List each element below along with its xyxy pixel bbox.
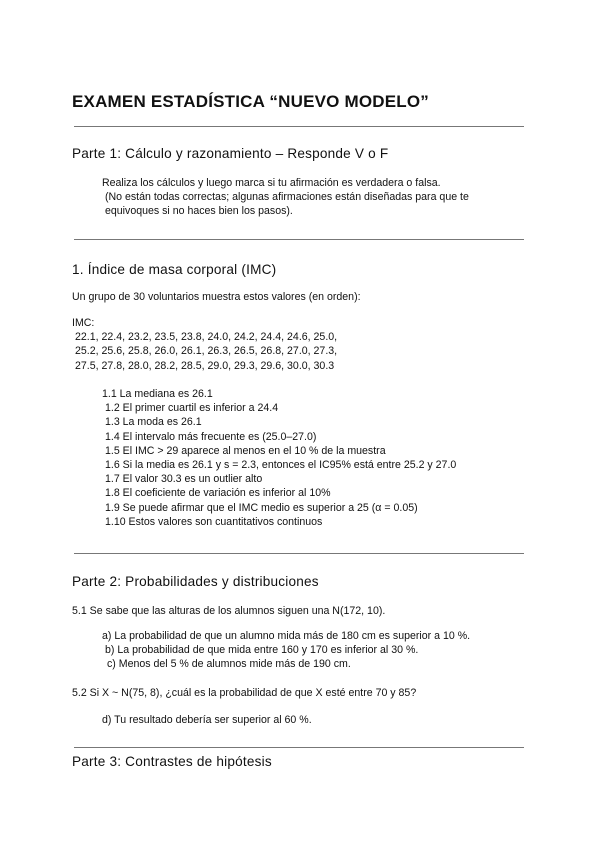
imc-data-line: 22.1, 22.4, 23.2, 23.5, 23.8, 24.0, 24.2, 24.4, 24.6, 25.0, bbox=[75, 331, 338, 344]
imc-data-line: 27.5, 27.8, 28.0, 28.2, 28.5, 29.0, 29.3, 29.6, 30.0, 30.3 bbox=[75, 359, 335, 372]
section1-description: Un grupo de 30 voluntarios muestra estos valores (en orden): bbox=[72, 291, 361, 303]
statement-item: 1.3 La moda es 26.1 bbox=[105, 416, 202, 429]
option-item: c) Menos del 5 % de alumnos mide más de 190 cm. bbox=[107, 658, 351, 671]
intro-line: equivoques si no haces bien los pasos). bbox=[105, 205, 293, 218]
exam-title: EXAMEN ESTADÍSTICA “NUEVO MODELO” bbox=[72, 92, 430, 111]
question-5-1-items bbox=[102, 629, 470, 672]
statement-item: 1.9 Se puede afirmar que el IMC medio es superior a 25 (α = 0.05) bbox=[105, 501, 418, 514]
section1-heading: 1. Índice de masa corporal (IMC) bbox=[72, 262, 277, 277]
question-5-1: 5.1 Se sabe que las alturas de los alumnos siguen una N(172, 10). bbox=[72, 605, 386, 617]
imc-data-label: IMC: bbox=[72, 317, 95, 329]
part1-heading: Parte 1: Cálculo y razonamiento – Responde V o F bbox=[72, 146, 389, 161]
section1-statements bbox=[102, 387, 456, 529]
option-item: d) Tu resultado debería ser superior al 60 %. bbox=[102, 714, 312, 726]
statement-item: 1.7 El valor 30.3 es un outlier alto bbox=[105, 473, 263, 486]
divider bbox=[74, 126, 524, 127]
question-5-2: 5.2 Si X ~ N(75, 8), ¿cuál es la probabilidad de que X esté entre 70 y 85? bbox=[72, 687, 417, 699]
statement-item: 1.10 Estos valores son cuantitativos continuos bbox=[105, 515, 323, 528]
imc-data-line: 25.2, 25.6, 25.8, 26.0, 26.1, 26.3, 26.5, 26.8, 27.0, 27.3, bbox=[75, 345, 338, 358]
imc-data-block bbox=[72, 316, 337, 373]
option-item: a) La probabilidad de que un alumno mida más de 180 cm es superior a 10 %. bbox=[102, 630, 471, 642]
intro-line: Realiza los cálculos y luego marca si tu afirmación es verdadera o falsa. bbox=[102, 177, 441, 189]
part2-heading: Parte 2: Probabilidades y distribuciones bbox=[72, 574, 319, 589]
statement-item: 1.5 El IMC > 29 aparece al menos en el 10 % de la muestra bbox=[105, 444, 386, 457]
statement-item: 1.2 El primer cuartil es inferior a 24.4 bbox=[105, 402, 279, 415]
statement-item: 1.8 El coeficiente de variación es inferior al 10% bbox=[105, 487, 331, 500]
statement-item: 1.4 El intervalo más frecuente es (25.0–27.0) bbox=[105, 430, 317, 443]
divider bbox=[74, 553, 524, 554]
divider bbox=[74, 747, 524, 748]
statement-item: 1.1 La mediana es 26.1 bbox=[102, 388, 213, 400]
divider bbox=[74, 239, 524, 240]
intro-line: (No están todas correctas; algunas afirmaciones están diseñadas para que te bbox=[102, 191, 469, 204]
statement-item: 1.6 Si la media es 26.1 y s = 2.3, entonces el IC95% está entre 25.2 y 27.0 bbox=[105, 459, 457, 472]
part1-intro bbox=[102, 176, 469, 219]
option-item: b) La probabilidad de que mida entre 160 y 170 es inferior al 30 %. bbox=[105, 644, 419, 657]
part3-heading: Parte 3: Contrastes de hipótesis bbox=[72, 754, 272, 769]
